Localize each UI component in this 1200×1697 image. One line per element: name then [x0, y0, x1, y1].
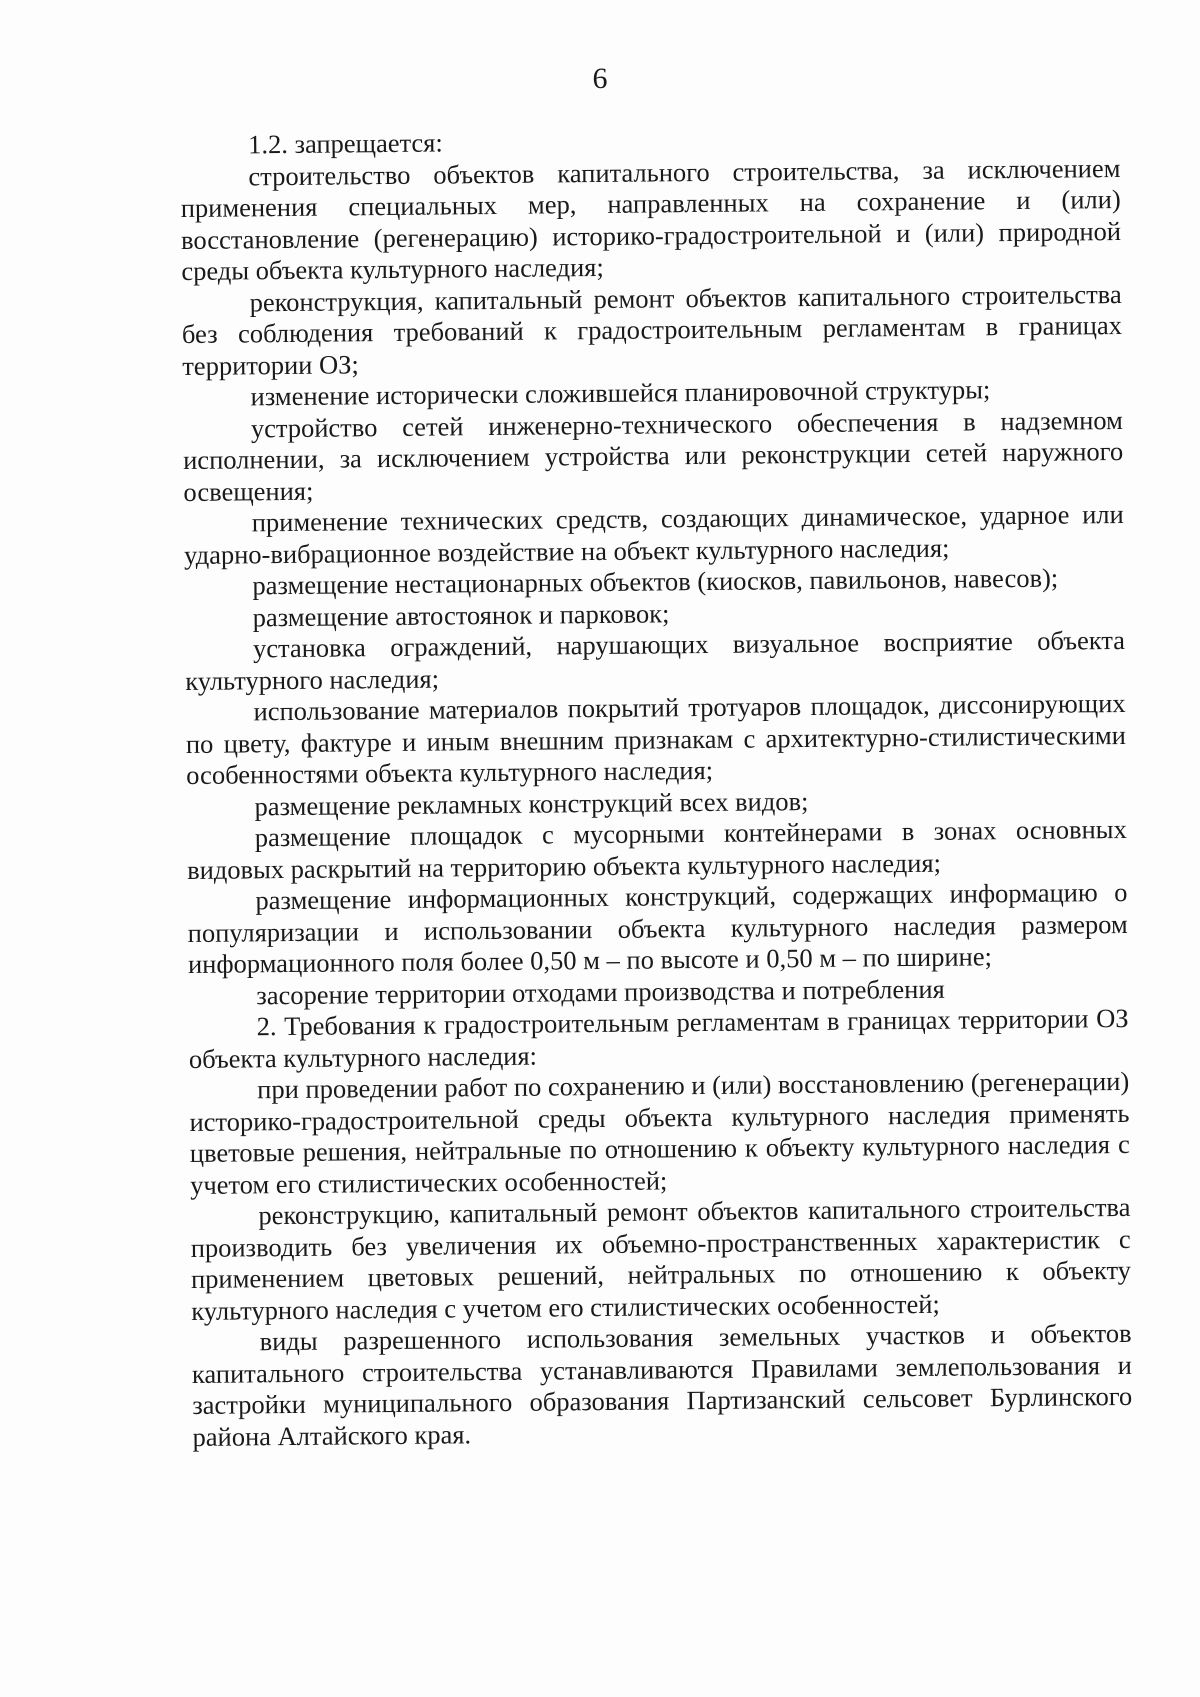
paragraph-technical-means: применение технических средств, создающих динамическое, ударное или ударно-вибрационное воздействие на объект культурного наследия; [183, 498, 1124, 570]
paragraph-fences: установка ограждений, нарушающих визуальное восприятие объекта культурного наследия; [185, 624, 1126, 696]
paragraph-color-solutions: при проведении работ по сохранению и (или) восстановлению (регенерации) историко-градостроительной среды объекта культурного наследия применять цветовые решения, нейтральные по отношению к объекту культурного наследия с учетом его стилистических особенностей; [189, 1065, 1130, 1200]
page-number: 6 [592, 62, 608, 95]
paragraph-permitted-use: виды разрешенного использования земельных участков и объектов капитального строительства устанавливаются Правилами землепользования и застройки муниципального образования Партизанский сельсовет Бурлинского района Алтайского края. [191, 1317, 1133, 1452]
paragraph-parking: размещение автостоянок и парковок; [252, 597, 670, 632]
section-heading-2: 2. Требования к градостроительным регламентам в границах территории ОЗ объекта культурного наследия: [188, 1002, 1129, 1074]
section-heading-1-2: 1.2. запрещается: [247, 127, 443, 160]
paragraph-planning-structure: изменение исторически сложившейся планировочной структуры; [250, 374, 991, 412]
paragraph-reconstruction-requirements: реконструкцию, капитальный ремонт объектов капитального строительства производить без увеличения их объемно-пространственных характеристик с применением цветовых решений, нейтральных по отношению к объекту культурного наследия с учетом его стилистических особенностей; [190, 1191, 1132, 1326]
paragraph-engineering-networks: устройство сетей инженерно-технического обеспечения в надземном исполнении, за исключением устройства или реконструкции сетей наружного освещения; [183, 404, 1124, 507]
paragraph-advertising: размещение рекламных конструкций всех видов; [254, 785, 809, 821]
paragraph-materials: использование материалов покрытий тротуаров площадок, диссонирующих по цвету, фактуре и иным внешним признакам с архитектурно-стилистическими особенностями объекта культурного наследия; [185, 687, 1126, 790]
paragraph-non-stationary-objects: размещение нестационарных объектов (киосков, павильонов, навесов); [252, 562, 1059, 601]
document-body [180, 121, 1133, 1453]
paragraph-littering: засорение территории отходами производства и потребления [256, 973, 945, 1010]
paragraph-waste-containers: размещение площадок с мусорными контейнерами в зонах основных видовых раскрытий на территорию объекта культурного наследия; [186, 813, 1127, 885]
paragraph-reconstruction-ban: реконструкция, капитальный ремонт объектов капитального строительства без соблюдения требований к градостроительным регламентам в границах территории ОЗ; [181, 278, 1123, 381]
paragraph-construction-ban: строительство объектов капитального строительства, за исключением применения специальных мер, направленных на сохранение и (или) восстановление (регенерацию) историко-градостроительной и (или) природной среды объекта культурного наследия; [180, 152, 1122, 286]
paragraph-information-structures: размещение информационных конструкций, содержащих информацию о популяризации и использовании объекта культурного наследия размером информационного поля более 0,50 м – по высоте и 0,50 м – по ширине; [187, 876, 1128, 979]
